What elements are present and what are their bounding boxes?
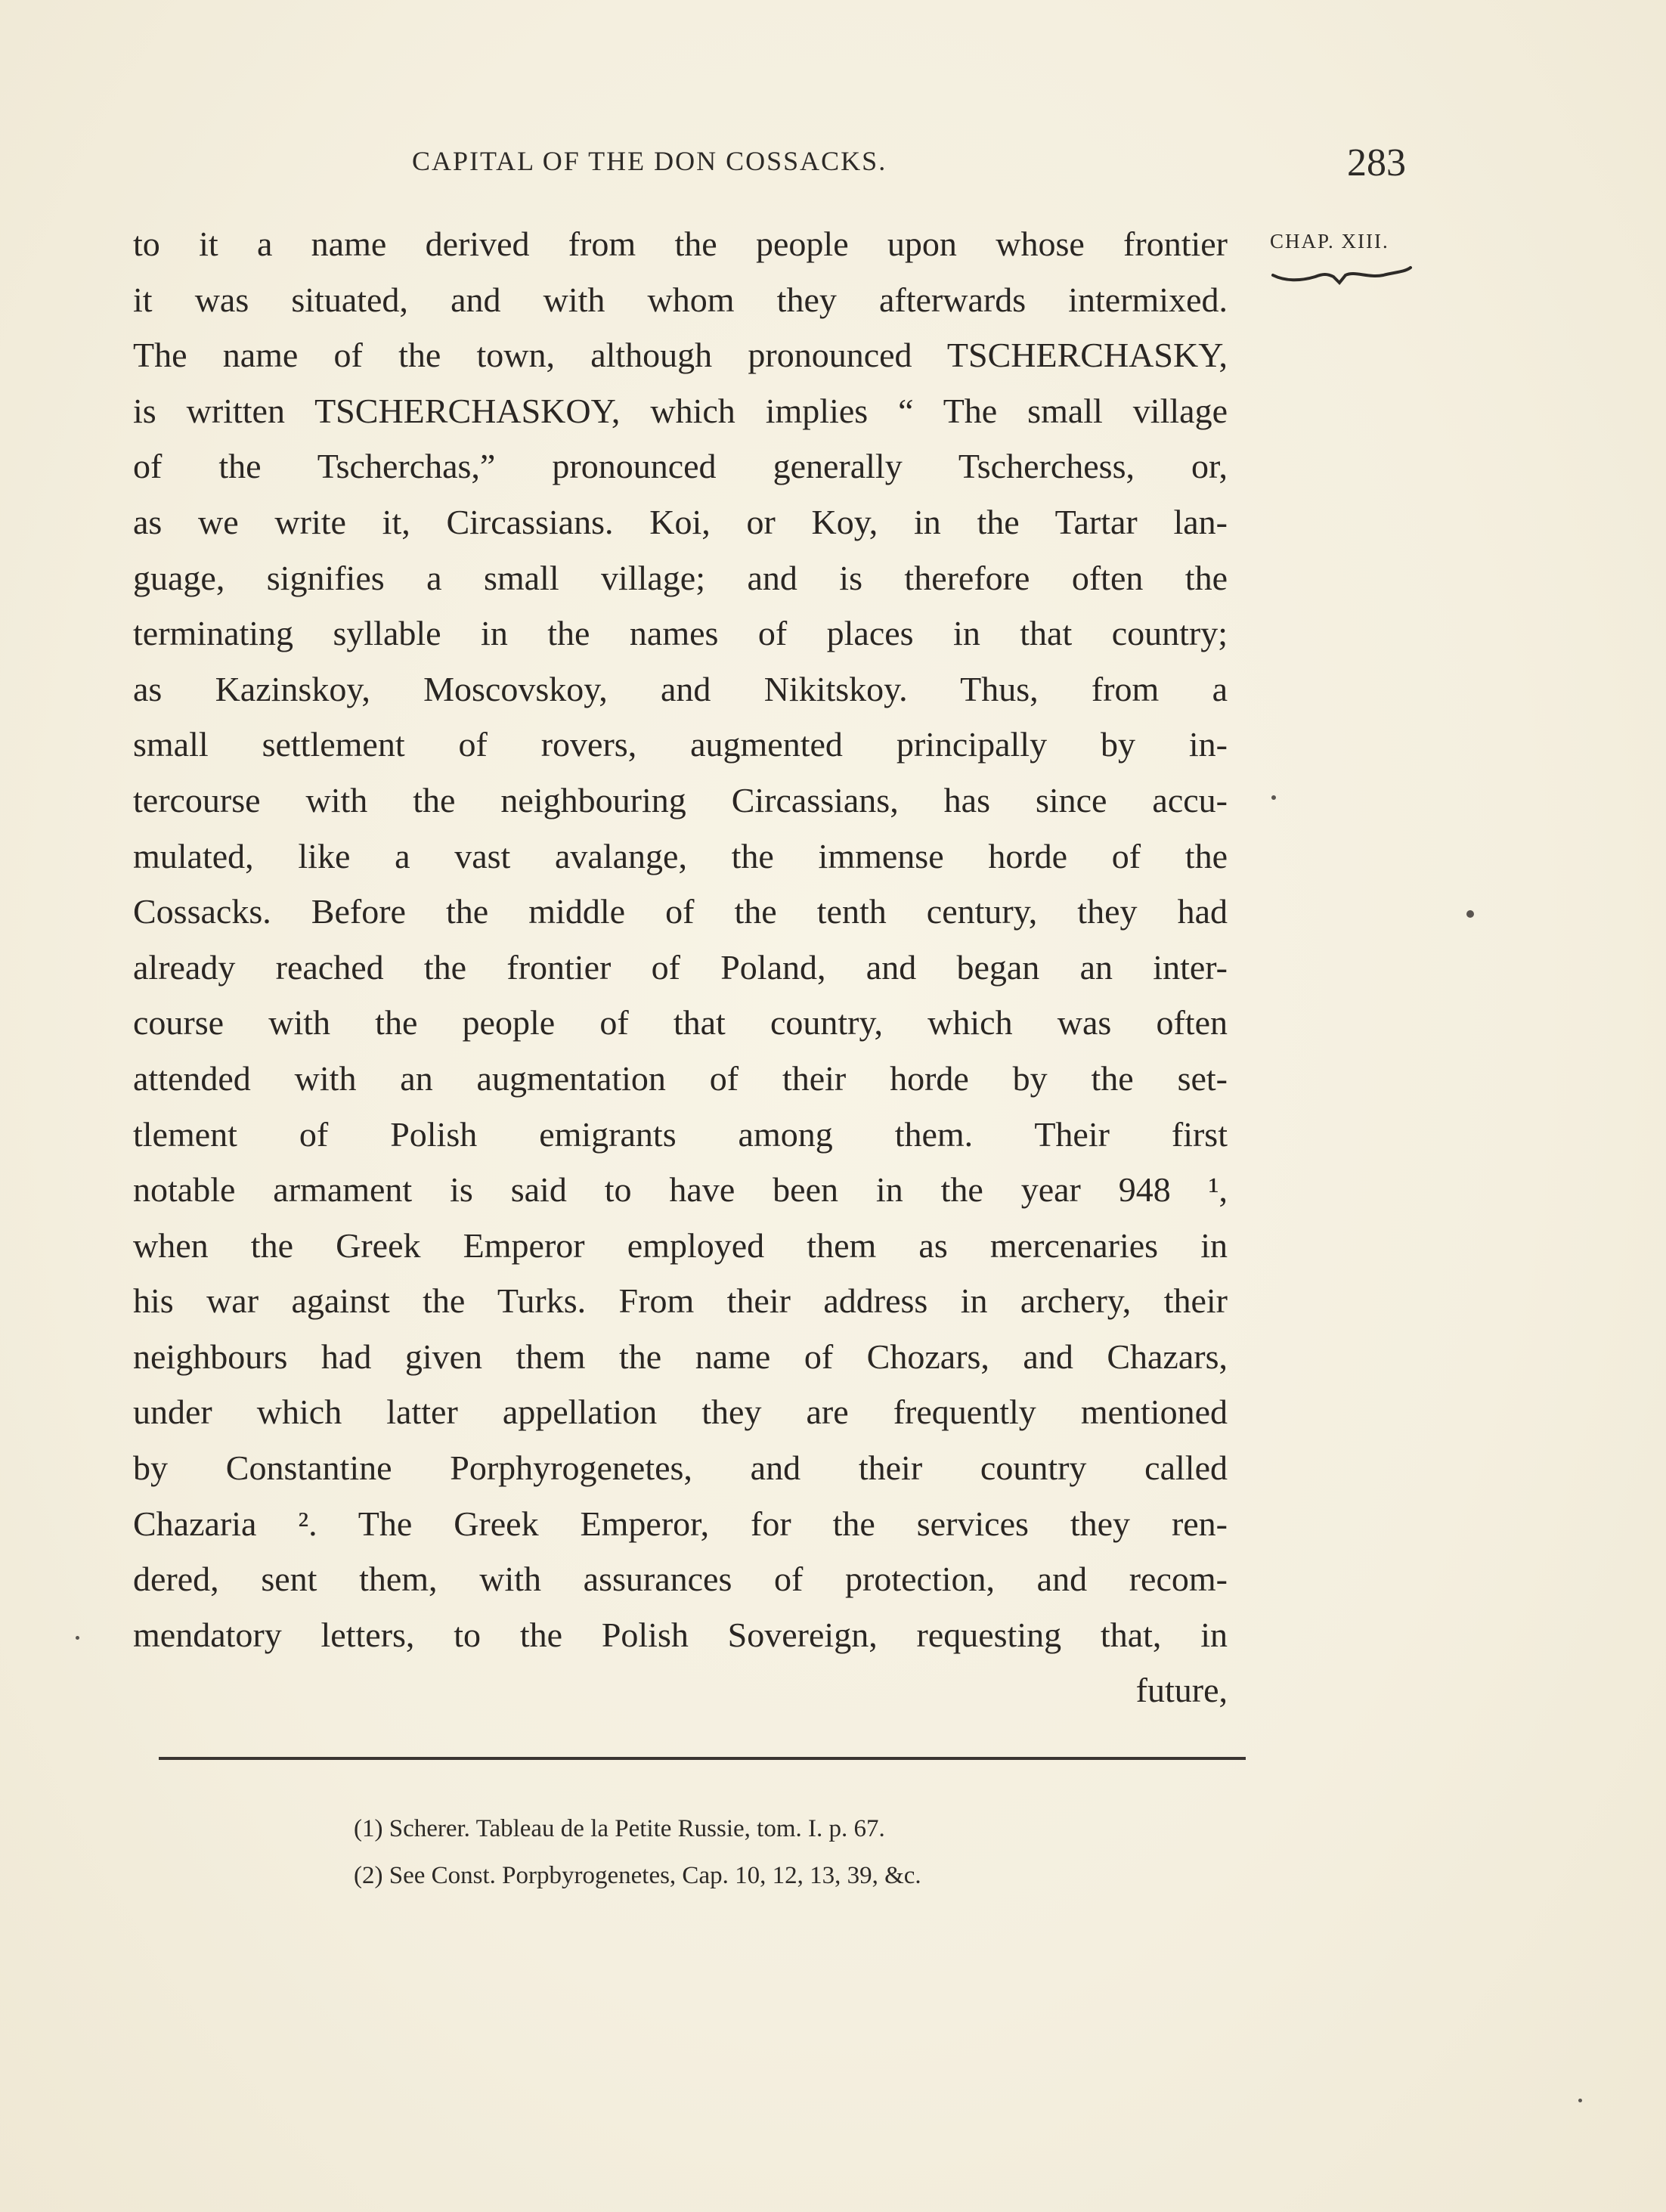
body-line: it was situated, and with whom they afterwards intermixed. [133,280,1228,319]
body-line: Cossacks. Before the middle of the tenth century, they had [133,892,1228,931]
body-line: mendatory letters, to the Polish Sovereign, requesting that, in [133,1615,1228,1654]
body-line: of the Tscherchas,” pronounced generally Tscherchess, or, [133,447,1228,486]
body-line: guage, signifies a small village; and is therefore often the [133,558,1228,597]
body-line: terminating syllable in the names of places in that country; [133,614,1228,653]
body-line: neighbours had given them the name of Chozars, and Chazars, [133,1337,1228,1376]
page-number: 283 [1347,141,1406,184]
body-line: dered, sent them, with assurances of protection, and recom- [133,1560,1228,1599]
body-line: already reached the frontier of Poland, and began an inter- [133,947,1228,987]
body-line: The name of the town, although pronounced TSCHERCHASKY, [133,336,1228,375]
body-line: tercourse with the neighbouring Circassians, has since accu- [133,780,1228,819]
body-line: mulated, like a vast avalange, the immense horde of the [133,836,1228,875]
body-line: when the Greek Emperor employed them as mercenaries in [133,1225,1228,1265]
body-line: his war against the Turks. From their address in archery, their [133,1281,1228,1321]
paper-speck [76,1636,79,1640]
body-line: small settlement of rovers, augmented principally by in- [133,725,1228,764]
body-line: course with the people of that country, which was often [133,1003,1228,1042]
footnote-rule [159,1757,1246,1760]
body-text [133,216,1228,1718]
footnotes [354,1805,921,1899]
chapter-marginal-note: CHAP. XIII. [1270,230,1389,252]
body-line: attended with an augmentation of their horde by the set- [133,1058,1228,1098]
footnote-2: (2) See Const. Porpbyrogenetes, Cap. 10, 12, 13, 39, &c. [354,1862,921,1889]
body-line: as we write it, Circassians. Koi, or Koy, in the Tartar lan- [133,502,1228,541]
body-line-catchword: future, [1135,1671,1228,1710]
body-line: under which latter appellation they are frequently mentioned [133,1393,1228,1432]
footnote-1: (1) Scherer. Tableau de la Petite Russie, tom. I. p. 67. [354,1815,885,1842]
body-line: to it a name derived from the people upon whose frontier [133,225,1228,263]
body-line: Chazaria ². The Greek Emperor, for the services they ren- [133,1504,1228,1543]
paper-speck [1271,795,1276,800]
chapter-flourish-ornament [1270,265,1414,292]
body-line: by Constantine Porphyrogenetes, and their country called [133,1448,1228,1488]
body-line: tlement of Polish emigrants among them. Their first [133,1114,1228,1154]
body-line: as Kazinskoy, Moscovskoy, and Nikitskoy. Thus, from a [133,669,1228,708]
body-line: notable armament is said to have been in the year 948 ¹, [133,1170,1228,1210]
body-line: is written TSCHERCHASKOY, which implies “ The small village [133,391,1228,430]
paper-speck [1578,2099,1582,2102]
running-title: CAPITAL OF THE DON COSSACKS. [412,146,887,176]
paper-speck [1466,910,1474,918]
